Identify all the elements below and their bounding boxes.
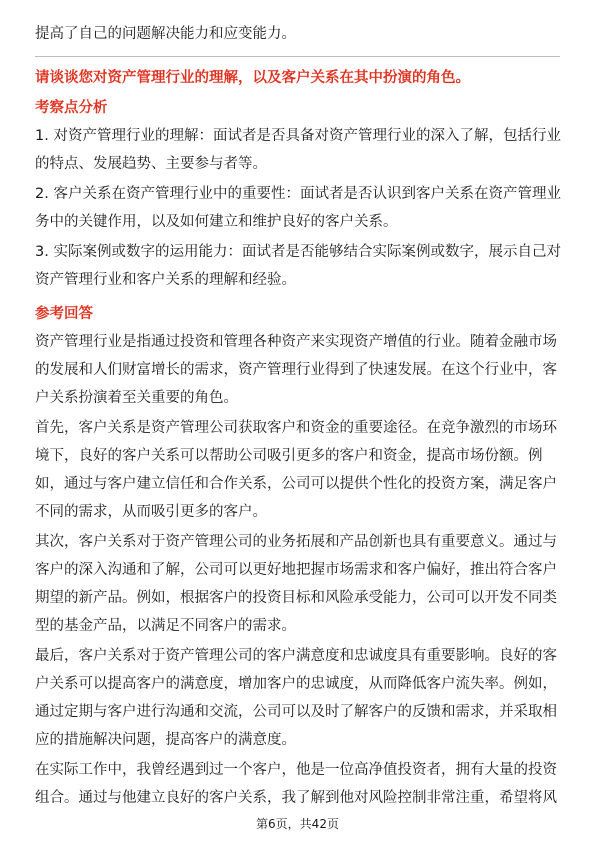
answer-line: 组合。通过与他建立良好的客户关系，我了解到他对风险控制非常注重，希望将风 (35, 790, 557, 806)
answer-line: 其次，客户关系对于资产管理公司的业务拓展和产品创新也具有重要意义。通过与 (35, 534, 557, 550)
analysis-line: 的特点、发展趋势、主要参与者等。 (35, 156, 267, 172)
analysis-line: 3. 实际案例或数字的运用能力：面试者是否能够结合实际案例或数字，展示自己对 (35, 244, 561, 260)
analysis-line: 务中的关键作用，以及如何建立和维护良好的客户关系。 (35, 214, 398, 230)
page-number: 第6页，共42页 (256, 817, 339, 831)
answer-line: 资产管理行业是指通过投资和管理各种资产来实现资产增值的行业。随着金融市场 (35, 334, 557, 350)
answer-line: 户关系扮演着至关重要的角色。 (35, 390, 238, 406)
analysis-heading: 考察点分析 (35, 100, 108, 116)
answer-line: 应的措施解决问题，提高客户的满意度。 (35, 732, 296, 748)
analysis-line: 1. 对资产管理行业的理解：面试者是否具备对资产管理行业的深入了解，包括行业 (35, 128, 561, 144)
answer-line: 首先，客户关系是资产管理公司获取客户和资金的重要途径。在竞争激烈的市场环 (35, 420, 557, 436)
divider (35, 56, 560, 57)
answer-line: 境下，良好的客户关系可以帮助公司吸引更多的客户和资金，提高市场份额。例 (35, 448, 543, 464)
answer-line: 型的基金产品，以满足不同客户的需求。 (35, 618, 296, 634)
question-title: 请谈谈您对资产管理行业的理解，以及客户关系在其中扮演的角色。 (35, 70, 470, 86)
answer-line: 通过定期与客户进行沟通和交流，公司可以及时了解客户的反馈和需求，并采取相 (35, 704, 557, 720)
document-page (35, 0, 560, 842)
answer-line: 的发展和人们财富增长的需求，资产管理行业得到了快速发展。在这个行业中，客 (35, 362, 557, 378)
answer-line: 如，通过与客户建立信任和合作关系，公司可以提供个性化的投资方案，满足客户 (35, 476, 557, 492)
answer-line: 期望的新产品。例如，根据客户的投资目标和风险承受能力，公司可以开发不同类 (35, 590, 557, 606)
answer-line: 不同的需求，从而吸引更多的客户。 (35, 504, 267, 520)
answer-line: 户关系可以提高客户的满意度，增加客户的忠诚度，从而降低客户流失率。例如， (35, 676, 557, 692)
analysis-line: 2. 客户关系在资产管理行业中的重要性：面试者是否认识到客户关系在资产管理业 (35, 186, 561, 202)
answer-line: 在实际工作中，我曾经遇到过一个客户，他是一位高净值投资者，拥有大量的投资 (35, 762, 557, 778)
top-text: 提高了自己的问题解决能力和应变能力。 (35, 26, 296, 42)
analysis-line: 资产管理行业和客户关系的理解和经验。 (35, 272, 296, 288)
answer-line: 客户的深入沟通和了解，公司可以更好地把握市场需求和客户偏好，推出符合客户 (35, 562, 557, 578)
answer-heading: 参考回答 (35, 306, 93, 322)
answer-line: 最后，客户关系对于资产管理公司的客户满意度和忠诚度具有重要影响。良好的客 (35, 648, 557, 664)
